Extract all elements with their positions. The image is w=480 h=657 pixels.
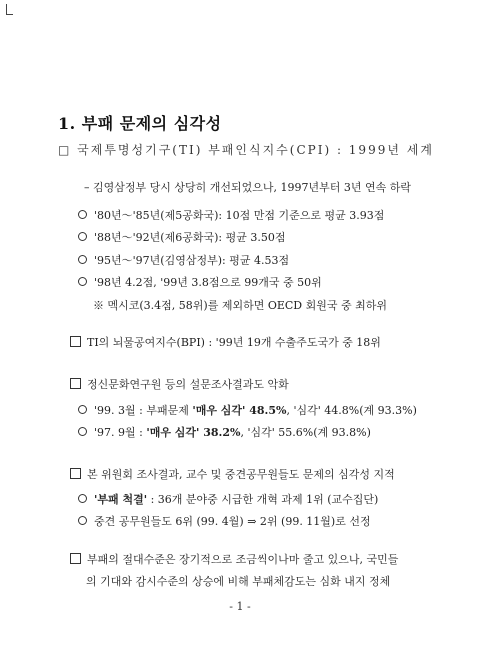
cropped-text: □ 국제투명성기구(TI) 부패인식지수(CPI) : 1999년 세계 bbox=[58, 143, 434, 157]
section-title: 1. 부패 문제의 심각성 bbox=[58, 114, 222, 133]
bpi-item: TI의 뇌물공여지수(BPI) : '99년 19개 수출주도국가 중 18위 bbox=[70, 334, 381, 350]
checkbox-square-icon bbox=[70, 336, 81, 347]
circle-bullet-icon bbox=[78, 210, 87, 219]
circle-bullet-icon bbox=[78, 232, 87, 241]
circle-bullet-icon bbox=[78, 405, 87, 414]
note-mexico: ※ 멕시코(3.4점, 58위)를 제외하면 OECD 회원국 중 최하위 bbox=[93, 299, 387, 312]
survey-item: 정신문화연구원 등의 설문조사결과도 악화 bbox=[70, 376, 289, 392]
committee-officials: 중견 공무원들도 6위 (99. 4월) ⇒ 2위 (99. 11월)로 선정 bbox=[78, 513, 371, 529]
survey-97: '97. 9월 : '매우 심각' 38.2%, '심각' 55.6%(계 93.8%) bbox=[78, 424, 371, 440]
circle-bullet-icon bbox=[78, 255, 87, 264]
absolute-level-item: 부패의 절대수준은 장기적으로 조금씩이나마 줄고 있으나, 국민들 bbox=[70, 551, 398, 567]
list-item-kim-government: '95년～'97년(김영삼정부): 평균 4.53점 bbox=[78, 252, 289, 268]
list-item-5th-republic: '80년～'85년(제5공화국): 10점 만점 기준으로 평균 3.93점 bbox=[78, 207, 384, 223]
list-item-98-99: '98년 4.2점, '99년 3.8점으로 99개국 중 50위 bbox=[78, 274, 322, 290]
list-item-6th-republic: '88년～'92년(제6공화국): 평균 3.50점 bbox=[78, 229, 285, 245]
absolute-level-continued: 의 기대와 감시수준의 상승에 비해 부패체감도는 심화 내지 정체 bbox=[86, 575, 391, 588]
page-corner-mark bbox=[6, 4, 13, 15]
survey-99: '99. 3월 : 부패문제 '매우 심각' 48.5%, '심각' 44.8%(계 93.3%) bbox=[78, 402, 417, 418]
circle-bullet-icon bbox=[78, 427, 87, 436]
circle-bullet-icon bbox=[78, 516, 87, 525]
circle-bullet-icon bbox=[78, 277, 87, 286]
committee-item: 본 위원회 조사결과, 교수 및 중견공무원들도 문제의 심각성 지적 bbox=[70, 466, 395, 482]
committee-professors: '부패 척결' : 36개 분야중 시급한 개혁 과제 1위 (교수집단) bbox=[78, 491, 378, 507]
checkbox-square-icon bbox=[70, 553, 81, 564]
checkbox-square-icon bbox=[70, 468, 81, 479]
page-number: - 1 - bbox=[229, 600, 251, 613]
cropped-text-line bbox=[58, 143, 434, 157]
dash-line-trend: – 김영삼정부 당시 상당히 개선되었으나, 1997년부터 3년 연속 하락 bbox=[84, 181, 411, 194]
checkbox-square-icon bbox=[70, 378, 81, 389]
circle-bullet-icon bbox=[78, 494, 87, 503]
